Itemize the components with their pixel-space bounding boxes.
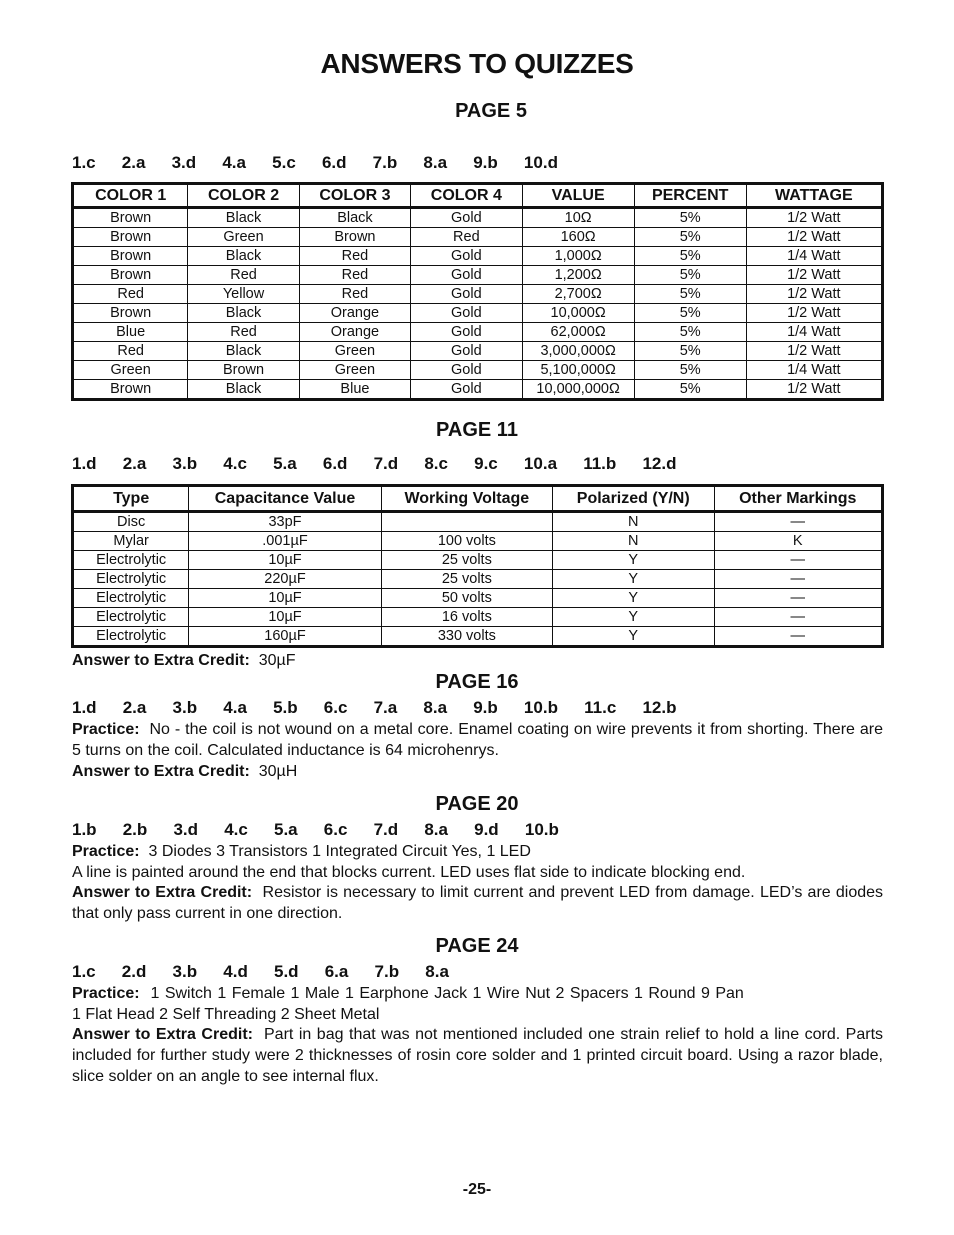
table-cell: 1/2 Watt (746, 304, 882, 323)
table-cell: N (552, 512, 714, 532)
table-row (73, 512, 883, 532)
table-cell: — (714, 589, 882, 608)
page24-extra-credit (72, 1024, 883, 1087)
table-cell: 1,000Ω (522, 247, 634, 266)
column-header: Capacitance Value (189, 486, 381, 512)
table-row (73, 532, 883, 551)
table-cell: Electrolytic (73, 551, 189, 570)
table-cell: Red (411, 228, 522, 247)
page11-answers: 1.d 2.a 3.b 4.c 5.a 6.d 7.d 8.c 9.c 10.a 11.b 12.d (72, 454, 677, 473)
table-cell: Black (299, 208, 410, 228)
table-cell: Y (552, 551, 714, 570)
page-title: ANSWERS TO QUIZZES (320, 48, 634, 79)
table-cell: 62,000Ω (522, 323, 634, 342)
table-cell: Red (73, 342, 188, 361)
table-cell: 16 volts (381, 608, 552, 627)
table-cell: 25 volts (381, 551, 552, 570)
table-cell: 5% (634, 208, 746, 228)
table-cell: 1/4 Watt (746, 323, 882, 342)
table-cell: — (714, 512, 882, 532)
table-cell: Mylar (73, 532, 189, 551)
table-row (73, 608, 883, 627)
table-cell: Red (188, 323, 299, 342)
table-cell: Y (552, 589, 714, 608)
table-cell: K (714, 532, 882, 551)
column-header: Polarized (Y/N) (552, 486, 714, 512)
table-cell: Brown (299, 228, 410, 247)
table-cell: 10µF (189, 551, 381, 570)
table-row (73, 380, 883, 400)
table-cell: 220µF (189, 570, 381, 589)
table-cell: 33pF (189, 512, 381, 532)
table-cell: 1/2 Watt (746, 342, 882, 361)
table-cell: N (552, 532, 714, 551)
page5-heading: PAGE 5 (455, 100, 527, 122)
table-cell: 5% (634, 228, 746, 247)
table-cell: 1,200Ω (522, 266, 634, 285)
page20-practice (72, 841, 883, 862)
table-cell: Gold (411, 266, 522, 285)
table-row (73, 589, 883, 608)
table-cell: Gold (411, 380, 522, 400)
table-cell: 100 volts (381, 532, 552, 551)
table-cell: Brown (73, 208, 188, 228)
page16-heading: PAGE 16 (435, 671, 519, 693)
table-cell: 160Ω (522, 228, 634, 247)
extra-credit-label: Answer to Extra Credit: (72, 652, 250, 669)
table-row (73, 285, 883, 304)
table-cell: 5% (634, 323, 746, 342)
page20-heading: PAGE 20 (435, 793, 519, 815)
extra-credit-answer: 30µH (258, 763, 298, 780)
table-cell: 1/4 Watt (746, 361, 882, 380)
page-number: -25- (462, 1181, 492, 1198)
table-cell: Disc (73, 512, 189, 532)
table-cell: Yellow (188, 285, 299, 304)
table-row (73, 342, 883, 361)
table-cell: Gold (411, 342, 522, 361)
table-cell: Green (299, 361, 410, 380)
page16-practice (72, 719, 883, 761)
table-cell: Y (552, 570, 714, 589)
table-cell: 1/4 Watt (746, 247, 882, 266)
table-cell: 3,000,000Ω (522, 342, 634, 361)
table-cell: Y (552, 627, 714, 647)
table-cell: 10Ω (522, 208, 634, 228)
table-cell: 5% (634, 342, 746, 361)
table-cell: Red (299, 285, 410, 304)
table-cell (381, 512, 552, 532)
table-row (73, 361, 883, 380)
table-cell: Green (73, 361, 188, 380)
table-cell: Brown (73, 247, 188, 266)
table-cell: — (714, 608, 882, 627)
page11-heading: PAGE 11 (436, 419, 518, 441)
table-cell: Brown (73, 228, 188, 247)
column-header: PERCENT (634, 184, 746, 208)
table-cell: Brown (73, 380, 188, 400)
table-cell: Brown (188, 361, 299, 380)
table-cell: Gold (411, 285, 522, 304)
table-cell: — (714, 627, 882, 647)
table-cell: 50 volts (381, 589, 552, 608)
capacitor-table (71, 484, 884, 648)
practice-answer: 3 Diodes 3 Transistors 1 Integrated Circuit Yes, 1 LED (148, 843, 531, 860)
table-cell: — (714, 551, 882, 570)
extra-credit-answer: 30µF (258, 652, 296, 669)
table-row (73, 551, 883, 570)
column-header: Other Markings (714, 486, 882, 512)
extra-credit-label: Answer to Extra Credit: (72, 1026, 253, 1043)
page24-heading: PAGE 24 (435, 935, 519, 957)
table-cell: 5% (634, 266, 746, 285)
table-cell: 5% (634, 361, 746, 380)
table-cell: 10µF (189, 608, 381, 627)
table-header-row (73, 184, 883, 208)
table-cell: Gold (411, 361, 522, 380)
table-cell: Black (188, 247, 299, 266)
table-row (73, 228, 883, 247)
page20-practice-line2: A line is painted around the end that blocks current. LED uses flat side to indicate blocking end. (72, 864, 746, 881)
page16-answers: 1.d 2.a 3.b 4.a 5.b 6.c 7.a 8.a 9.b 10.b 11.c 12.b (72, 698, 677, 717)
table-row (73, 266, 883, 285)
practice-label: Practice: (72, 843, 140, 860)
practice-answer: No - the coil is not wound on a metal core. Enamel coating on wire prevents it from shorting. There are 5 turns on the coil. Calculated inductance is 64 microhenrys. (72, 721, 884, 759)
page24-practice-line2: 1 Flat Head 2 Self Threading 2 Sheet Metal (72, 1006, 380, 1023)
table-cell: Gold (411, 323, 522, 342)
table-cell: Red (299, 247, 410, 266)
table-cell: Orange (299, 304, 410, 323)
table-cell: Black (188, 208, 299, 228)
table-cell: — (714, 570, 882, 589)
table-cell: 1/2 Watt (746, 228, 882, 247)
table-cell: 1/2 Watt (746, 380, 882, 400)
table-cell: 5% (634, 304, 746, 323)
table-row (73, 323, 883, 342)
table-cell: Electrolytic (73, 627, 189, 647)
page16-extra-credit (72, 761, 883, 782)
table-cell: 5% (634, 380, 746, 400)
table-cell: Gold (411, 247, 522, 266)
table-cell: Electrolytic (73, 589, 189, 608)
table-cell: Red (73, 285, 188, 304)
table-cell: 160µF (189, 627, 381, 647)
table-cell: 2,700Ω (522, 285, 634, 304)
table-cell: Gold (411, 208, 522, 228)
table-cell: 1/2 Watt (746, 285, 882, 304)
page24-answers: 1.c 2.d 3.b 4.d 5.d 6.a 7.b 8.a (72, 962, 449, 981)
resistor-color-table (71, 182, 884, 401)
extra-credit-label: Answer to Extra Credit: (72, 763, 250, 780)
table-cell: 5,100,000Ω (522, 361, 634, 380)
table-cell: Red (299, 266, 410, 285)
table-cell: Electrolytic (73, 608, 189, 627)
table-cell: Brown (73, 304, 188, 323)
table-cell: 330 volts (381, 627, 552, 647)
page20-extra-credit (72, 882, 883, 924)
extra-credit-answer: Resistor is necessary to limit current and prevent LED from damage. LED’s are diodes that only pass current in one direction. (72, 884, 884, 922)
table-cell: Blue (299, 380, 410, 400)
table-cell: Red (188, 266, 299, 285)
table-header-row (73, 486, 883, 512)
column-header: VALUE (522, 184, 634, 208)
table-cell: 5% (634, 247, 746, 266)
table-cell: 5% (634, 285, 746, 304)
table-row (73, 627, 883, 647)
table-cell: 10,000Ω (522, 304, 634, 323)
extra-credit-answer: Part in bag that was not mentioned included one strain relief to hold a line cord. Parts included for further study were 2 thicknesses of rosin core solder and 1 printed circuit board. Using a razor blade, slice solder on an angle to see internal flux. (72, 1026, 884, 1085)
practice-answer: 1 Switch 1 Female 1 Male 1 Earphone Jack 1 Wire Nut 2 Spacers 1 Round 9 Pan (150, 985, 744, 1002)
table-row (73, 247, 883, 266)
table-cell: 25 volts (381, 570, 552, 589)
table-cell: Black (188, 304, 299, 323)
table-row (73, 570, 883, 589)
table-cell: 1/2 Watt (746, 208, 882, 228)
table-cell: .001µF (189, 532, 381, 551)
column-header: Type (73, 486, 189, 512)
table-cell: Blue (73, 323, 188, 342)
table-cell: Electrolytic (73, 570, 189, 589)
table-cell: Black (188, 342, 299, 361)
table-cell: 10µF (189, 589, 381, 608)
table-cell: Gold (411, 304, 522, 323)
page24-practice (72, 983, 883, 1004)
table-cell: Green (188, 228, 299, 247)
extra-credit-label: Answer to Extra Credit: (72, 884, 253, 901)
column-header: COLOR 1 (73, 184, 188, 208)
table-cell: Orange (299, 323, 410, 342)
table-row (73, 304, 883, 323)
table-cell: Black (188, 380, 299, 400)
page20-answers: 1.b 2.b 3.d 4.c 5.a 6.c 7.d 8.a 9.d 10.b (72, 820, 559, 839)
table-cell: Y (552, 608, 714, 627)
table-cell: Green (299, 342, 410, 361)
column-header: COLOR 2 (188, 184, 299, 208)
page11-extra-credit (72, 650, 883, 671)
table-cell: 1/2 Watt (746, 266, 882, 285)
column-header: WATTAGE (746, 184, 882, 208)
practice-label: Practice: (72, 985, 140, 1002)
table-row (73, 208, 883, 228)
column-header: Working Voltage (381, 486, 552, 512)
table-cell: Brown (73, 266, 188, 285)
table-cell: 10,000,000Ω (522, 380, 634, 400)
practice-label: Practice: (72, 721, 140, 738)
page5-answers: 1.c 2.a 3.d 4.a 5.c 6.d 7.b 8.a 9.b 10.d (72, 153, 558, 172)
column-header: COLOR 4 (411, 184, 522, 208)
column-header: COLOR 3 (299, 184, 410, 208)
